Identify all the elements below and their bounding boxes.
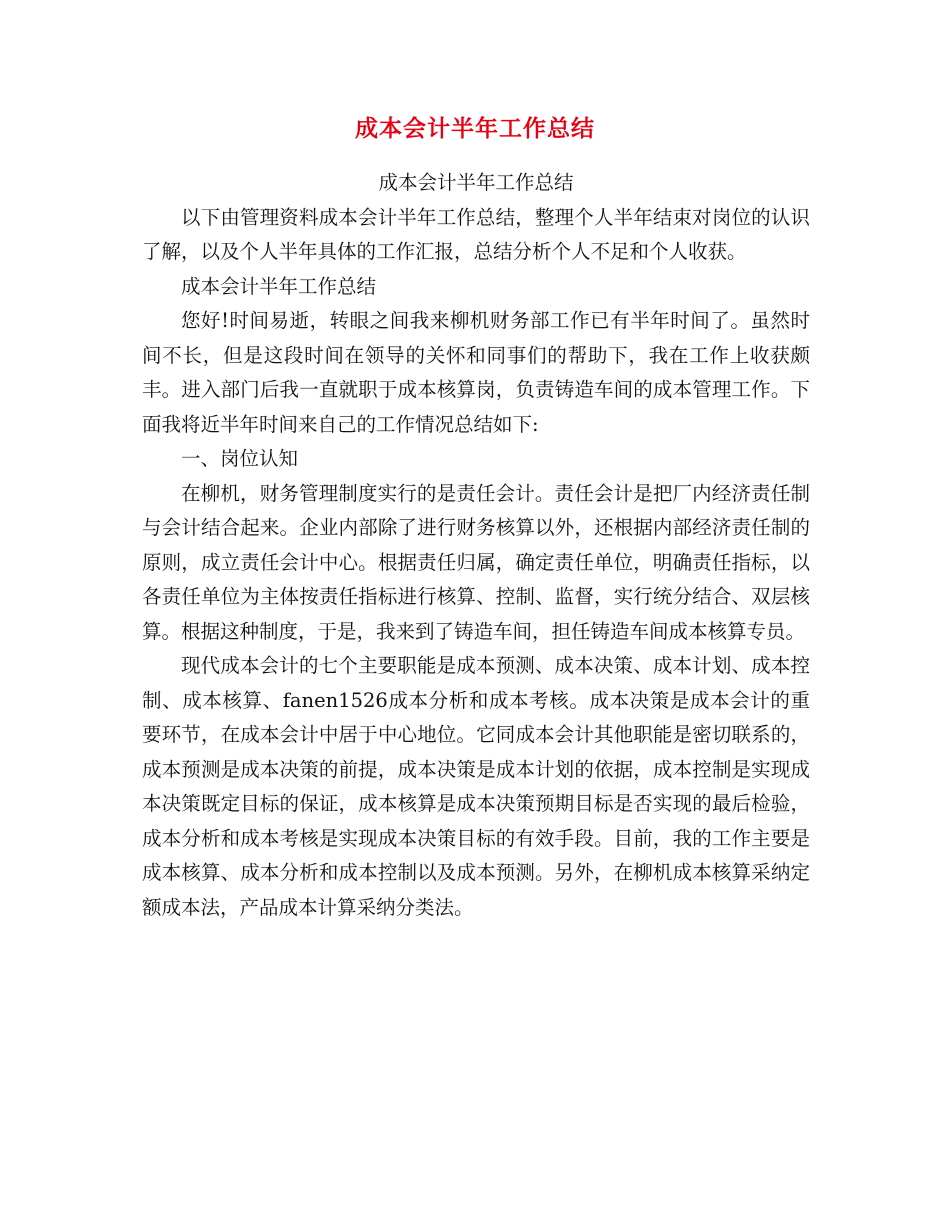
intro-paragraph: 以下由管理资料成本会计半年工作总结，整理个人半年结束对岗位的认识了解，以及个人半年具体的工作汇报，总结分析个人不足和个人收获。: [142, 205, 810, 263]
greeting-paragraph: 您好!时间易逝，转眼之间我来柳机财务部工作已有半年时间了。虽然时间不长，但是这段时间在领导的关怀和同事们的帮助下，我在工作上收获颇丰。进入部门后我一直就职于成本核算岗，负责铸造车间的成本管理工作。下面我将近半年时间来自己的工作情况总结如下:: [142, 309, 810, 436]
cost-functions-paragraph: 现代成本会计的七个主要职能是成本预测、成本决策、成本计划、成本控制、成本核算、fanen1526成本分析和成本考核。成本决策是成本会计的重要环节，在成本会计中居于中心地位。它同成本会计其他职能是密切联系的，成本预测是成本决策的前提，成本决策是成本计划的依据，成本控制是实现成本决策既定目标的保证，成本核算是成本决策预期目标是否实现的最后检验，成本分析和成本考核是实现成本决策目标的有效手段。目前，我的工作主要是成本核算、成本分析和成本控制以及成本预测。另外，在柳机成本核算采纳定额成本法，产品成本计算采纳分类法。: [142, 654, 810, 919]
section-heading-job-awareness: 一、岗位认知: [181, 447, 299, 470]
document-subtitle: 成本会计半年工作总结: [378, 171, 574, 194]
responsibility-accounting-paragraph: 在柳机，财务管理制度实行的是责任会计。责任会计是把厂内经济责任制与会计结合起来。企业内部除了进行财务核算以外，还根据内部经济责任制的原则，成立责任会计中心。根据责任归属，确定责任单位，明确责任指标，以各责任单位为主体按责任指标进行核算、控制、监督，实行统分结合、双层核算。根据这种制度，于是，我来到了铸造车间，担任铸造车间成本核算专员。: [142, 481, 810, 643]
section-heading: 成本会计半年工作总结: [181, 274, 377, 298]
document-title: 成本会计半年工作总结: [355, 115, 595, 142]
document-body: [142, 166, 810, 925]
